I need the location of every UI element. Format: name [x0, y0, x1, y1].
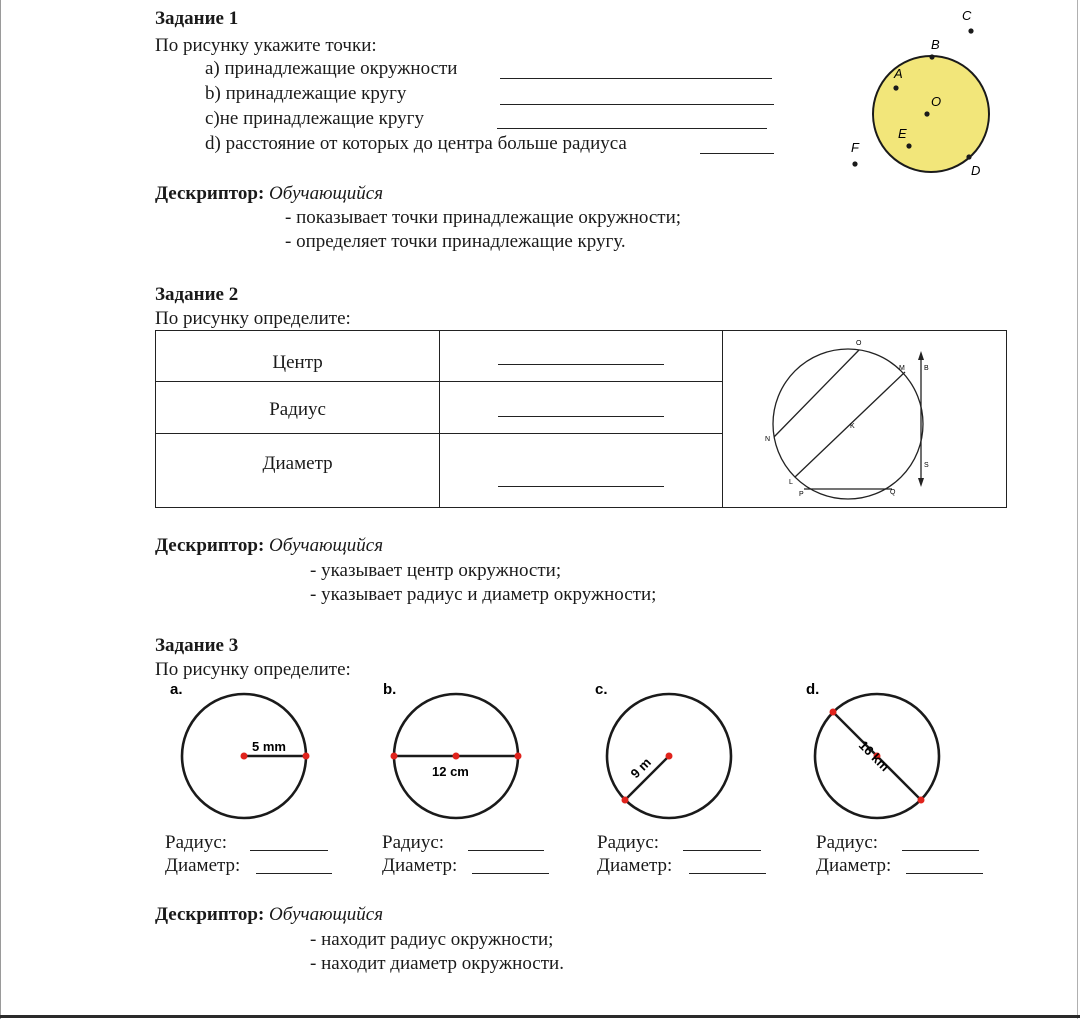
arrow-down-icon	[918, 478, 924, 487]
task3-figures	[150, 676, 970, 826]
figure-a-letter: a.	[170, 681, 183, 698]
measure-b: 12 cm	[432, 764, 469, 779]
point-d	[966, 154, 971, 159]
task1-descriptor-item-2: - определяет точки принадлежащие кругу.	[285, 231, 626, 252]
task2-descriptor-item-1: - указывает центр окружности;	[310, 560, 562, 581]
label-d: D	[971, 163, 981, 178]
figure-c-letter: c.	[595, 681, 608, 698]
figure-d-diameter-line[interactable]	[906, 873, 983, 874]
answer-line	[498, 486, 664, 487]
descriptor-label: Дескриптор:	[155, 183, 265, 204]
task2-title: Задание 2	[155, 284, 239, 305]
task1-prompt: По рисунку укажите точки:	[155, 35, 377, 56]
task2-descriptor	[155, 535, 383, 557]
point-c	[968, 28, 973, 33]
figure-b	[391, 694, 522, 818]
label-e: E	[898, 126, 907, 141]
edge-point-d2	[918, 797, 925, 804]
figure-a-diameter-line[interactable]	[256, 873, 332, 874]
task2-figure-cell	[723, 331, 1007, 508]
task2-prompt: По рисунку определите:	[155, 308, 351, 329]
descriptor-subject: Обучающийся	[269, 904, 384, 925]
row-label-diameter: Диаметр	[156, 434, 440, 508]
chord-no	[774, 350, 859, 437]
task1-circle-figure	[830, 0, 1030, 190]
point-e	[906, 143, 911, 148]
figure-a-radius-line[interactable]	[250, 850, 328, 851]
task1-item-d: d) расстояние от которых до центра больше радиуса	[205, 133, 627, 154]
answer-cell-center[interactable]	[440, 331, 723, 382]
figure-c	[607, 694, 731, 818]
descriptor-label: Дескриптор:	[155, 535, 265, 556]
edge-point-c	[622, 797, 629, 804]
center-point-b	[453, 753, 460, 760]
task1-title: Задание 1	[155, 8, 239, 29]
label-a: A	[894, 66, 903, 81]
label-q: Q	[890, 489, 896, 496]
task1-answer-a-line[interactable]	[500, 78, 772, 79]
measure-a: 5 mm	[252, 739, 286, 754]
task3-prompt: По рисунку определите:	[155, 659, 351, 680]
answer-cell-radius[interactable]	[440, 382, 723, 434]
figure-b-letter: b.	[383, 681, 397, 698]
label-p: P	[799, 491, 804, 498]
label-b: B	[924, 365, 929, 372]
task2-table	[155, 330, 1007, 508]
task1-descriptor-item-1: - показывает точки принадлежащие окружности;	[285, 207, 682, 228]
center-point-a	[241, 753, 248, 760]
answer-line	[498, 364, 664, 365]
center-point-c	[666, 753, 673, 760]
label-o: O	[931, 94, 942, 109]
figure-c-radius-label: Радиус:	[597, 832, 660, 853]
page-right-border	[1077, 0, 1078, 1019]
label-n: N	[765, 436, 771, 443]
figure-c-radius-line[interactable]	[683, 850, 761, 851]
edge-point-b2	[515, 753, 522, 760]
figure-a-diameter-label: Диаметр:	[165, 855, 241, 876]
figure-b-radius-line[interactable]	[468, 850, 544, 851]
figure-b-diameter-label: Диаметр:	[382, 855, 458, 876]
label-s: S	[924, 462, 929, 469]
task3-descriptor-item-1: - находит радиус окружности;	[310, 929, 554, 950]
task1-answer-d-line[interactable]	[700, 153, 774, 154]
figure-d-radius-line[interactable]	[902, 850, 979, 851]
figure-a-radius-label: Радиус:	[165, 832, 228, 853]
figure-c-diameter-line[interactable]	[689, 873, 766, 874]
page-left-border	[0, 0, 1, 1019]
task1-item-a: a) принадлежащие окружности	[205, 58, 458, 79]
figure-b-radius-label: Радиус:	[382, 832, 445, 853]
label-o: O	[856, 340, 862, 347]
answer-cell-diameter[interactable]	[440, 434, 723, 508]
edge-point-d1	[830, 709, 837, 716]
figure-a	[182, 694, 310, 818]
point-f	[852, 161, 857, 166]
edge-point-b1	[391, 753, 398, 760]
figure-d-diameter-label: Диаметр:	[816, 855, 892, 876]
task1-item-b: b) принадлежащие кругу	[205, 83, 407, 104]
task2-descriptor-item-2: - указывает радиус и диаметр окружности;	[310, 584, 657, 605]
figure-b-diameter-line[interactable]	[472, 873, 549, 874]
figure-d-letter: d.	[806, 681, 820, 698]
task3-descriptor-item-2: - находит диаметр окружности.	[310, 953, 564, 974]
arrow-up-icon	[918, 351, 924, 360]
task1-descriptor	[155, 183, 383, 205]
descriptor-subject: Обучающийся	[269, 183, 384, 204]
label-k: K	[850, 423, 855, 430]
label-l: L	[789, 479, 793, 486]
task2-circle-figure	[723, 331, 1007, 508]
label-b: B	[931, 37, 940, 52]
row-label-radius: Радиус	[156, 382, 440, 434]
descriptor-label: Дескриптор:	[155, 904, 265, 925]
edge-point-a	[303, 753, 310, 760]
descriptor-subject: Обучающийся	[269, 535, 384, 556]
task1-circle	[873, 56, 989, 172]
measure-d: 16 km	[855, 737, 893, 775]
figure-c-diameter-label: Диаметр:	[597, 855, 673, 876]
task1-item-c: c)не принадлежащие кругу	[205, 108, 424, 129]
label-c: C	[962, 8, 972, 23]
figure-d	[815, 694, 939, 818]
label-f: F	[851, 140, 859, 155]
measure-c: 9 m	[627, 754, 654, 782]
page-bottom-border	[0, 1015, 1080, 1018]
answer-line	[498, 416, 664, 417]
figure-d-radius-label: Радиус:	[816, 832, 879, 853]
task1-answer-c-line[interactable]	[497, 128, 767, 129]
point-o	[924, 111, 929, 116]
task3-descriptor	[155, 904, 383, 926]
point-a	[893, 85, 898, 90]
label-m: M	[899, 365, 905, 372]
task1-answer-b-line[interactable]	[500, 104, 774, 105]
table-row	[156, 331, 1007, 382]
point-b	[929, 54, 934, 59]
row-label-center: Центр	[156, 331, 440, 382]
task3-title: Задание 3	[155, 635, 239, 656]
